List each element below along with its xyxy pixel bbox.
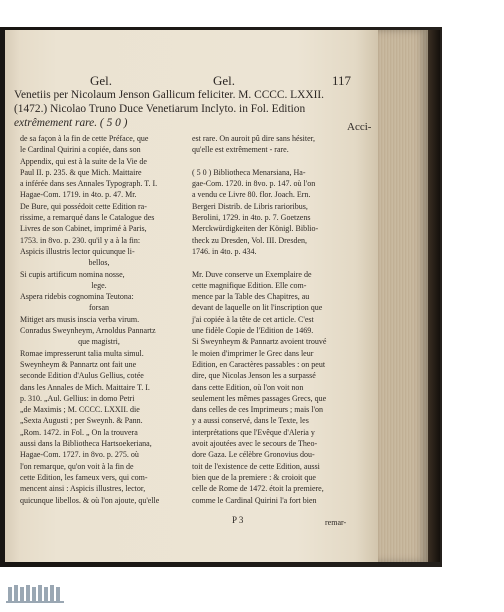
left-column-line: le Cardinal Quirini a copiée, dans son [20, 145, 141, 155]
running-head-left: Gel. [90, 73, 113, 88]
right-column-line: dans cette Edition, où l'on voit non [192, 382, 304, 392]
right-column-line: y a aussi conservé, dans le Texte, les [192, 416, 309, 426]
signature-mark: P 3 [232, 515, 244, 525]
left-column-line: seconde Edition d'Aulus Gellius, cotée [20, 371, 144, 381]
left-column-line: de sa façon à la fin de cette Préface, que [20, 134, 149, 143]
heading-line-2: (1472.) Nicolao Truno Duce Venetiarum Inclyto. in Fol. Edition [14, 102, 306, 115]
right-column-line: comme le Cardinal Quirini l'a fort bien [192, 495, 317, 505]
left-column-line: forsan [89, 303, 109, 313]
left-column [20, 133, 178, 506]
right-column-line: Bergeri Distrib. de Libris rarioribus, [192, 201, 308, 211]
left-column-line: a inférée dans ses Annales Typograph. T. I. [20, 179, 158, 189]
right-column-line: a vendu ce Livre 80. flor. Joach. Ern. [192, 190, 311, 200]
left-column-line: Si cupis artificum nomina nosse, [20, 269, 125, 279]
left-column-line: l'on remarque, qu'on voit à la fin de [20, 461, 134, 471]
footer-bar [0, 578, 504, 612]
right-column-line: Mr. Duve conserve un Exemplaire de [192, 269, 312, 279]
right-column-line: le moien d'imprimer le Grec dans leur [192, 348, 314, 358]
left-column-line: lege. [91, 280, 107, 290]
left-column-line: Hagae-Com. 1727. in 8vo. p. 275. où [20, 450, 139, 460]
right-column-line: Edition, en Caractères passables : on peut [192, 359, 326, 369]
left-column-line: „Sexta Augusti ; per Sweynh. & Pann. [20, 416, 143, 426]
left-column-line: Aspicis illustris lector quicunque li- [20, 246, 135, 256]
left-column-line: Appendix, qui est à la suite de la Vie de [20, 156, 147, 166]
right-column [192, 133, 360, 506]
book-cover-edge [428, 30, 440, 562]
left-column-line: 1753. in 8vo. p. 230. qu'il y a à la fin: [20, 235, 141, 245]
right-column-line: dore Gaza. Le célèbre Gronovius dou- [192, 450, 315, 460]
right-column-line: dans celles de ces Imprimeurs ; mais l'on [192, 405, 323, 415]
right-column-line: dire, que Nicolas Jenson les a surpassé [192, 371, 316, 381]
left-column-line: De Bure, qui possédoit cette Edition ra- [20, 201, 147, 211]
right-column-line: interprétations que l'Evêque d'Aleria y [192, 427, 315, 437]
right-column-line: Si Sweynheym & Pannartz avoient trouvé [192, 337, 327, 347]
right-column-line: Merckwürdigkeiten der Königl. Biblio- [192, 224, 319, 234]
left-column-line: aussi dans la Bibliotheca Hartsoekeriana, [20, 439, 152, 449]
right-column-line: seulement les mêmes passages Grecs, que [192, 393, 327, 403]
left-column-line: Sweynheym & Pannartz ont fait une [20, 359, 137, 369]
left-column-line: „de Maximis ; M. CCCC. LXXII. die [20, 405, 140, 415]
page-number: 117 [332, 73, 352, 88]
right-column-line: devant de laquelle on lit l'inscription que [192, 303, 323, 313]
left-column-line: quicunque libellos. & où l'on ajoute, qu'elle [20, 495, 160, 505]
right-column-line [192, 257, 360, 268]
page-edges [378, 30, 428, 562]
right-column-line: Berolini, 1729. in 4to. p. 7. Goetzens [192, 213, 311, 223]
left-column-line: que magistri, [78, 337, 120, 347]
left-column-line: Romae impresserunt talia multa simul. [20, 348, 144, 358]
right-column-line: cette magnifique Edition. Elle com- [192, 280, 307, 290]
right-column-line: theck zu Dresden, Vol. III. Dresden, [192, 235, 308, 245]
catchword: remar- [325, 518, 347, 527]
left-column-line: „Rom. 1472. in Fol. „ On la trouvera [20, 427, 138, 437]
heading-line-1: Venetiis per Nicolaum Jenson Gallicum feliciter. M. CCCC. LXXII. [14, 89, 325, 101]
left-column-line: Hagae-Com. 1719. in 4to. p. 47. Mr. [20, 190, 137, 200]
right-column-line: toit de l'existence de cette Edition, aussi [192, 461, 320, 471]
right-column-line: bien que de la premiere : & croioit que [192, 472, 316, 482]
entry-heading [14, 89, 370, 130]
left-column-line: Mitiget ars musis inscia verba virum. [20, 314, 140, 324]
left-column-line: rissime, a remarqué dans le Catalogue des [20, 213, 155, 223]
left-column-line: Conradus Sweynheym, Arnoldus Pannartz [20, 326, 156, 336]
right-column-line: avoit ajoutées avec le secours de Theo- [192, 439, 318, 449]
left-column-line: Paul II. p. 235. & que Mich. Maittaire [20, 167, 142, 177]
right-column-line: mence par la Table des Chapitres, au [192, 292, 310, 302]
left-column-line: dans les Annales de Mich. Maittaire T. I. [20, 382, 150, 392]
left-column-line: p. 310. „Aul. Gellius: in domo Petri [20, 393, 135, 403]
left-column-line: Aspera ridebis cognomina Teutona: [20, 292, 134, 302]
library-logo-icon [6, 583, 66, 605]
right-column-line [192, 156, 360, 167]
left-column-line: Livres de son Cabinet, imprimé à Paris, [20, 224, 147, 234]
right-column-line: qu'elle est extrêmement - rare. [192, 145, 289, 155]
right-column-line: ( 5 0 ) Bibliotheca Menarsiana, Ha- [192, 167, 306, 177]
right-column-line: gae-Com. 1720. in 8vo. p. 147. où l'on [192, 179, 316, 189]
left-column-line: mencent ainsi : Aspicis illustres, lector, [20, 484, 146, 494]
right-column-line: celle de Rome de 1472. étoit la premiere, [192, 484, 324, 494]
right-column-line: 1746. in 4to. p. 434. [192, 246, 257, 256]
right-column-line: j'ai copiée à la tête de cet article. C'est [192, 314, 314, 324]
heading-line-3: extrêmement rare. ( 5 0 ) [14, 116, 128, 129]
right-column-line: une fidèle Copie de l'Edition de 1469. [192, 326, 314, 336]
heading-catchword: Acci- [347, 121, 372, 133]
left-column-line: cette Edition, les fameux vers, qui com- [20, 472, 148, 482]
left-column-line: bellos, [88, 258, 110, 268]
running-head-center: Gel. [213, 73, 236, 88]
right-column-line: est rare. On auroit pû dire sans hésiter, [192, 134, 315, 143]
